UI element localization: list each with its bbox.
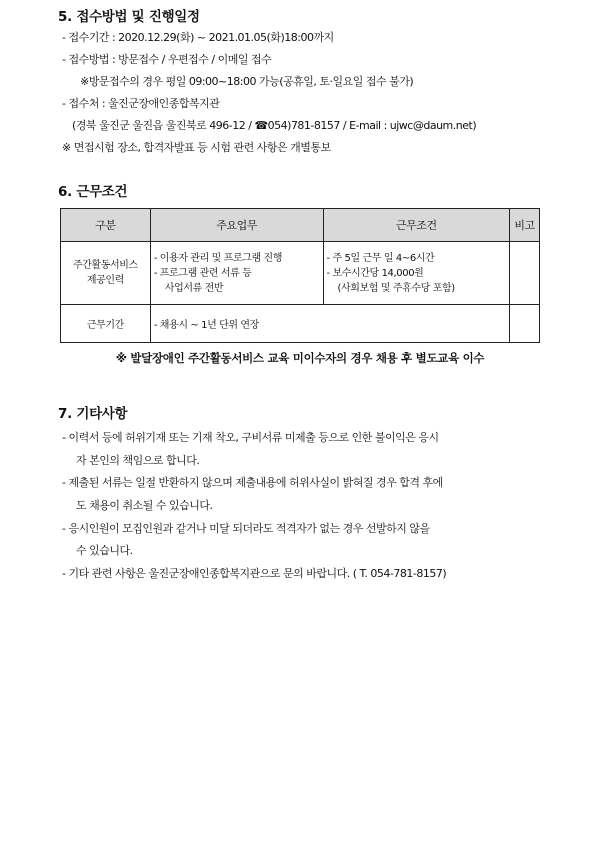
work-conditions-table [60,208,540,343]
row1-category: 주간활동서비스 제공인력 [61,242,151,305]
row1-duties: - 이용자 관리 및 프로그램 진행 - 프로그램 관련 서류 등 사업서류 전반 [150,242,323,305]
row1-remark [510,242,540,305]
list-item: - 이력서 등에 허위기재 또는 기재 착오, 구비서류 미제출 등으로 인한 불이익은 응시 [62,431,439,444]
section-5-title: 5. 접수방법 및 진행일정 [58,9,200,25]
section-7-title: 7. 기타사항 [58,406,128,422]
table-header-row [61,209,540,242]
header-remark: 비고 [510,209,540,242]
list-item: - 기타 관련 사항은 울진군장애인종합복지관으로 문의 바랍니다. ( T. 054-781-8157) [62,567,447,580]
section-6-title: 6. 근무조건 [58,184,128,200]
list-item-continued: 도 채용이 취소될 수 있습니다. [76,499,213,512]
reception-place: - 접수처 : 울진군장애인종합복지관 [62,97,220,110]
list-item-continued: 수 있습니다. [76,544,133,557]
row2-remark [510,305,540,343]
training-note: ※ 발달장애인 주간활동서비스 교육 미이수자의 경우 채용 후 별도교육 이수 [115,351,485,365]
visit-reception-note: ※방문접수의 경우 평일 09:00~18:00 가능(공휴일, 토·일요일 접수 불가) [80,75,414,88]
reception-period: - 접수기간 : 2020.12.29(화) ~ 2021.01.05(화)18:00까지 [62,31,334,44]
header-conditions: 근무조건 [323,209,510,242]
header-category: 구분 [61,209,151,242]
table-row [61,242,540,305]
row2-duties: - 채용시 ~ 1년 단위 연장 [150,305,509,343]
row1-conditions: - 주 5일 근무 일 4~6시간 - 보수시간당 14,000원 (사회보험 및 주휴수당 포함) [323,242,510,305]
list-item-continued: 자 본인의 책임으로 합니다. [76,454,200,467]
header-duties: 주요업무 [150,209,323,242]
reception-method: - 접수방법 : 방문접수 / 우편접수 / 이메일 접수 [62,53,272,66]
table-row [61,305,540,343]
list-item: - 응시인원이 모집인원과 같거나 미달 되더라도 적격자가 없는 경우 선발하지 않을 [62,522,430,535]
interview-notice: ※ 면접시험 장소, 합격자발표 등 시험 관련 사항은 개별통보 [62,141,331,154]
row2-category: 근무기간 [61,305,151,343]
list-item: - 제출된 서류는 일절 반환하지 않으며 제출내용에 허위사실이 밝혀질 경우 합격 후에 [62,476,443,489]
reception-address: (경북 울진군 울진읍 울진북로 496-12 / ☎054)781-8157 / E-mail : ujwc@daum.net) [72,119,477,132]
